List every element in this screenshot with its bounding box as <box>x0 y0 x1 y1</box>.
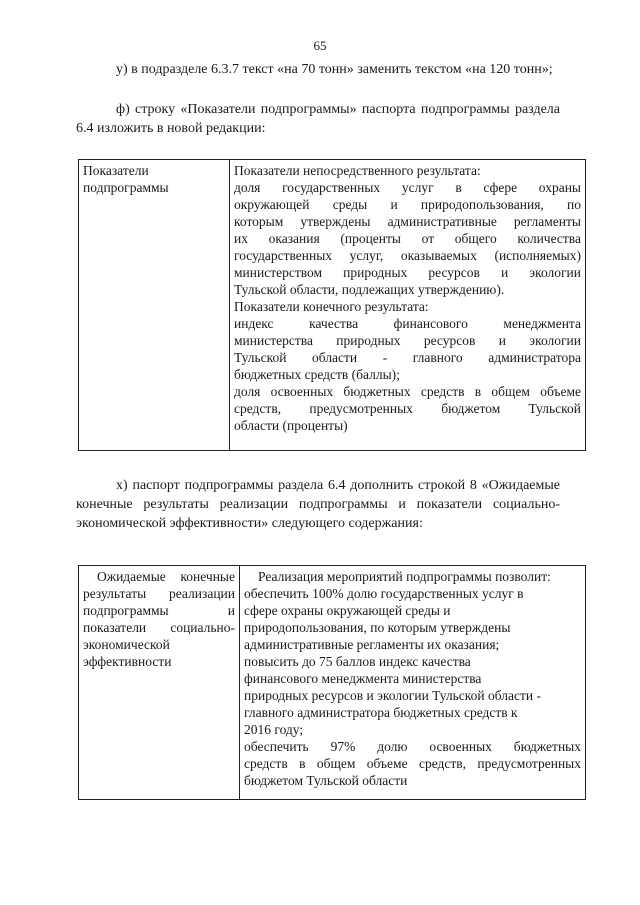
content-line: административные регламенты их оказания; <box>244 637 500 652</box>
label-line: Показатели <box>83 163 149 178</box>
content-line: окружающей среды и природопользования, по <box>234 197 581 212</box>
content-line: главного администратора бюджетных средств к <box>244 705 518 720</box>
content-line: министерством природных ресурсов и экологии <box>234 265 581 280</box>
indicators-label-cell <box>79 160 230 451</box>
content-line: обеспечить 100% долю государственных услуг в <box>244 586 524 601</box>
content-line: Тульской области, подлежащих утверждению). <box>234 282 505 297</box>
content-line: бюджетных средств (баллы); <box>234 367 400 382</box>
expected-results-label-cell <box>79 566 240 800</box>
content-line: природных ресурсов и экологии Тульской области - <box>244 688 542 703</box>
content-line: Реализация мероприятий подпрограммы позволит: <box>258 569 551 584</box>
content-line: доля государственных услуг в сфере охраны <box>234 180 581 195</box>
expected-results-table <box>78 565 586 800</box>
content-line: Тульской области - главного администратора <box>234 350 581 365</box>
content-line: Показатели конечного результата: <box>234 299 429 314</box>
indicators-content-cell <box>230 160 586 451</box>
content-line: которым утверждены административные регламенты <box>234 214 581 229</box>
content-line: доля освоенных бюджетных средств в общем объеме <box>234 384 581 399</box>
content-line: государственных услуг, оказываемых (исполняемых) <box>234 248 581 263</box>
label-line: подпрограммы <box>83 180 169 195</box>
content-line: сфере охраны окружающей среды и <box>244 603 451 618</box>
paragraph-kh: х) паспорт подпрограммы раздела 6.4 дополнить строкой 8 «Ожидаемые конечные результаты реализации подпрограммы и показатели социально-экономической эффективности» следующего содержания: <box>76 478 560 531</box>
label-line: результаты реализации <box>83 586 235 601</box>
table-row <box>79 160 586 451</box>
content-line: обеспечить 97% долю освоенных бюджетных <box>244 739 581 754</box>
indicators-table <box>78 159 586 451</box>
content-line: министерства природных ресурсов и экологии <box>234 333 581 348</box>
label-line: Ожидаемые конечные <box>97 569 235 584</box>
content-line: природопользования, по которым утверждены <box>244 620 511 635</box>
content-line: повысить до 75 баллов индекс качества <box>244 654 471 669</box>
label-line: подпрограммы и <box>83 603 235 618</box>
content-line: 2016 году; <box>244 722 304 737</box>
content-line: их оказания (проценты от общего количества <box>234 231 581 246</box>
content-line: Показатели непосредственного результата: <box>234 163 481 178</box>
label-line: показатели социально- <box>83 620 235 635</box>
paragraph-u: у) в подразделе 6.3.7 текст «на 70 тонн» заменить текстом «на 120 тонн»; <box>116 62 553 77</box>
content-line: индекс качества финансового менеджмента <box>234 316 581 331</box>
content-line: области (проценты) <box>234 418 348 433</box>
content-line: финансового менеджмента министерства <box>244 671 482 686</box>
expected-results-content-cell <box>240 566 586 800</box>
paragraph-f: ф) строку «Показатели подпрограммы» паспорта подпрограммы раздела 6.4 изложить в новой редакции: <box>76 102 560 136</box>
label-line: эффективности <box>83 654 172 669</box>
page-number: 65 <box>313 38 327 53</box>
label-line: экономической <box>83 637 170 652</box>
table-row <box>79 566 586 800</box>
content-line: бюджетом Тульской области <box>244 773 408 788</box>
content-line: средств в общем объеме средств, предусмотренных <box>244 756 581 771</box>
content-line: средств, предусмотренных бюджетом Тульской <box>234 401 581 416</box>
